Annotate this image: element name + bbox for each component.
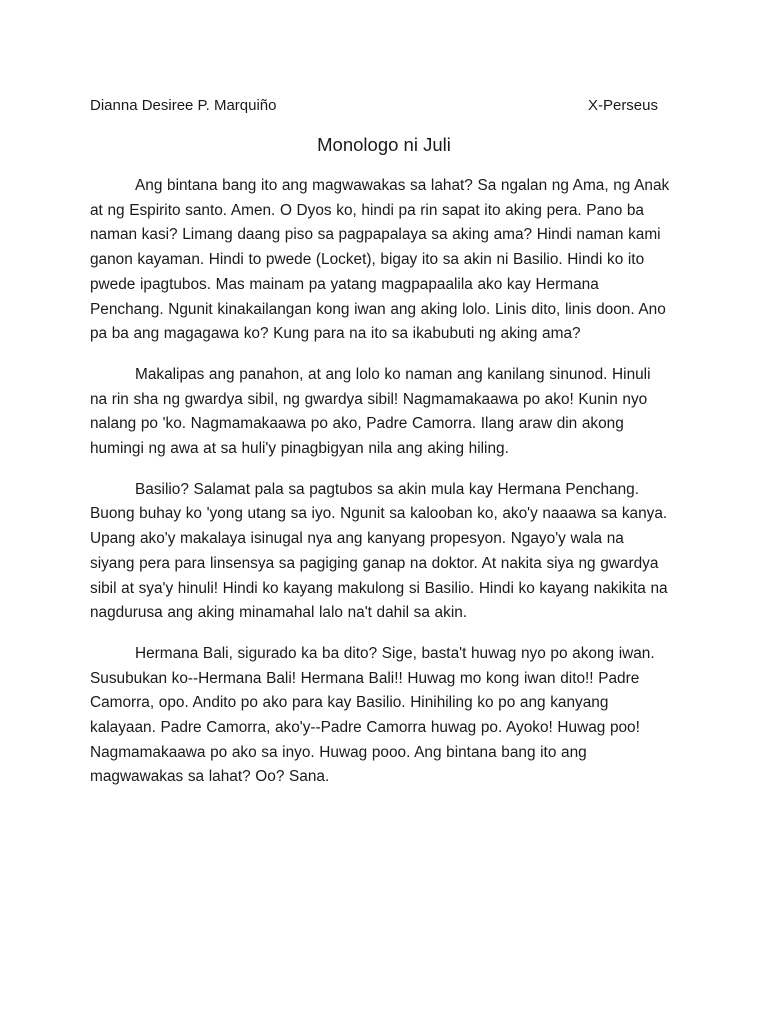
paragraph: Hermana Bali, sigurado ka ba dito? Sige, basta't huwag nyo po akong iwan. Susubukan ko--Hermana Bali! Hermana Bali!! Huwag mo kong iwan dito!! Padre Camorra, opo. Andito po ako para kay Basilio. Hinihiling ko po ang kanyang kalayaan. Padre Camorra, ako'y--Padre Camorra huwag po. Ayoko! Huwag poo! Nagmamakaawa po ako sa inyo. Huwag pooo. Ang bintana bang ito ang magwawakas sa lahat? Oo? Sana. [90,644,655,786]
class-section: X-Perseus [587,97,658,114]
document-body [90,174,670,806]
paragraph: Basilio? Salamat pala sa pagtubos sa akin mula kay Hermana Penchang. Buong buhay ko 'yong utang sa iyo. Ngunit sa kalooban ko, ako'y naaawa sa kanya. Upang ako'y makalaya isinugal nya ang kanyang propesyon. Ngayo'y wala na siyang pera para linsensya sa pagiging ganap na doktor. At nakita siya ng gwardya sibil at sya'y hinuli! Hindi ko kayang makulong si Basilio. Hindi ko kayang nakikita na nagdurusa ang aking minamahal lalo na't dahil sa akin. [90,480,668,622]
paragraph: Makalipas ang panahon, at ang lolo ko naman ang kanilang sinunod. Hinuli na rin sha ng gwardya sibil, ng gwardya sibil! Nagmamakaawa po ako! Kunin nyo nalang po 'ko. Nagmamakaawa po ako, Padre Camorra. Ilang araw din akong humingi ng awa at sa huli'y pinagbigyan nila ang aking hiling. [90,365,651,458]
author-name: Dianna Desiree P. Marquiño [90,97,277,114]
document-title: Monologo ni Juli [317,134,451,155]
paragraph: Ang bintana bang ito ang magwawakas sa lahat? Sa ngalan ng Ama, ng Anak at ng Espirito santo. Amen. O Dyos ko, hindi pa rin sapat ito aking pera. Pano ba naman kasi? Limang daang piso sa pagpapalaya sa aking ama? Hindi naman kami ganon kayaman. Hindi to pwede (Locket), bigay ito sa akin ni Basilio. Hindi ko ito pwede ipagtubos. Mas mainam pa yatang magpapaalila ako kay Hermana Penchang. Ngunit kinakailangan kong iwan ang aking lolo. Linis dito, linis doon. Ano pa ba ang magagawa ko? Kung para na ito sa ikabubuti ng aking ama? [90,177,670,343]
header-row [90,96,658,116]
